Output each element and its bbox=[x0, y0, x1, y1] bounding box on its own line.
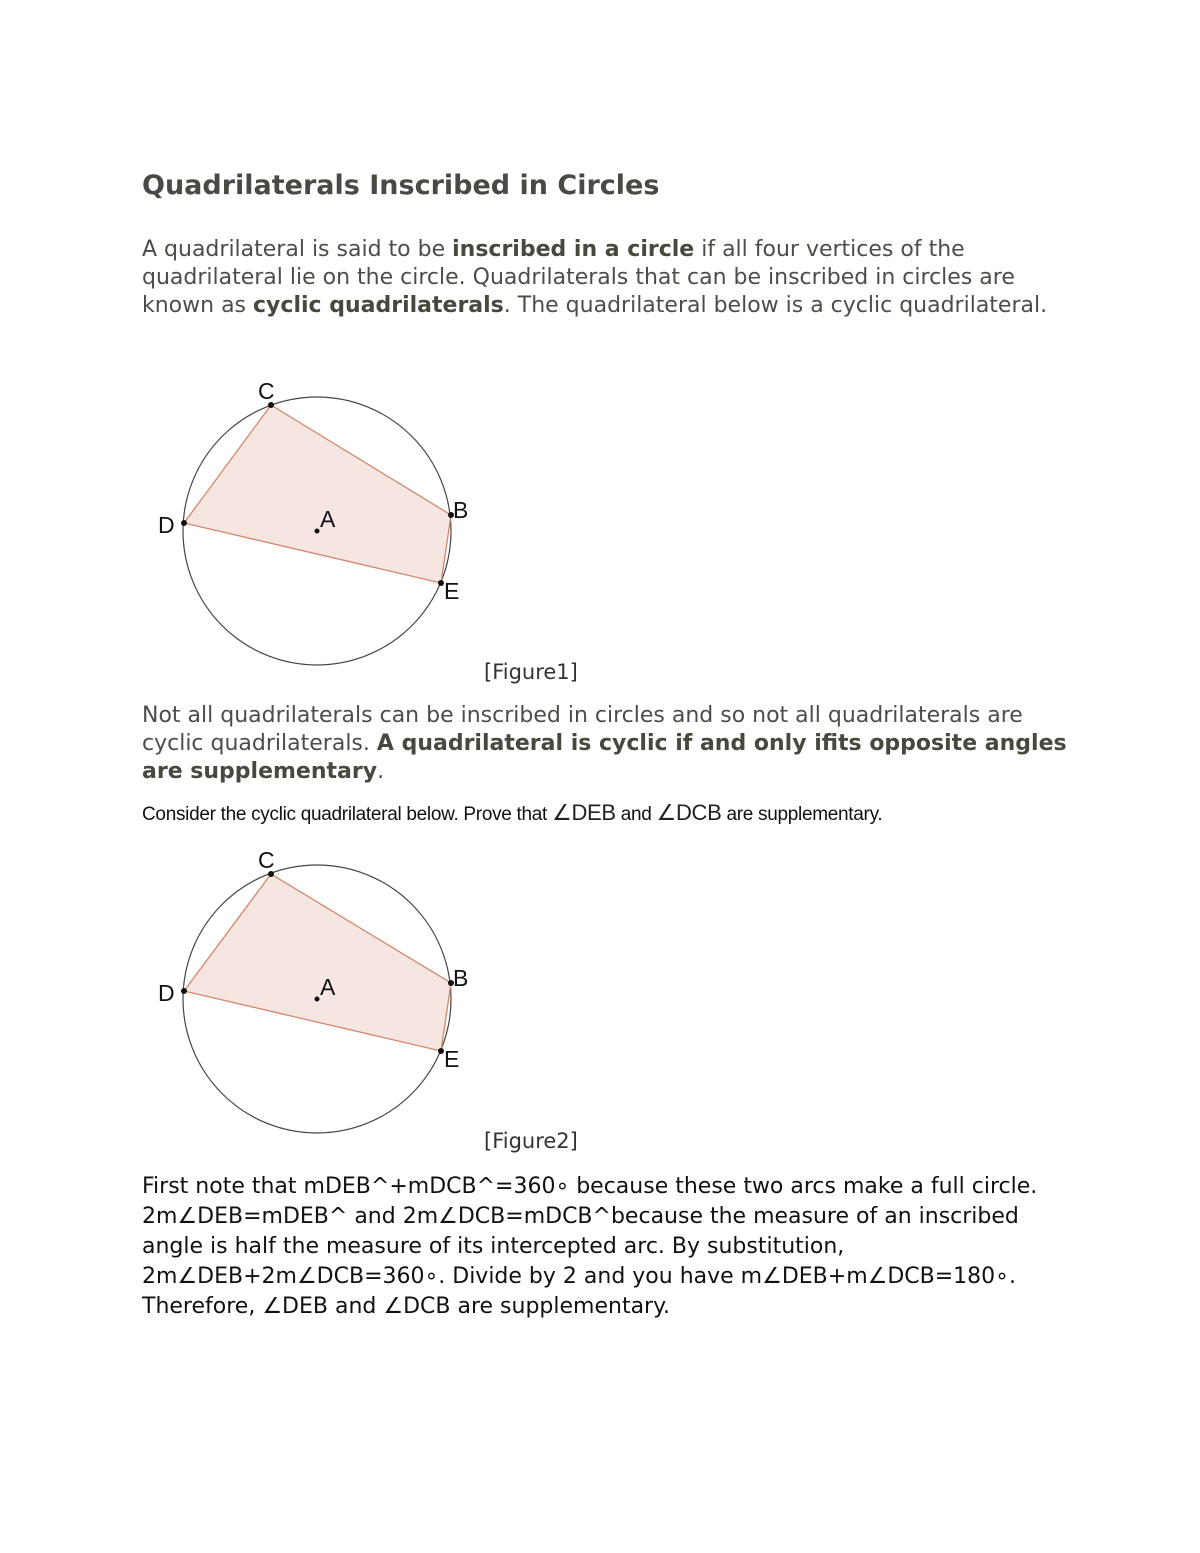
label-d: D bbox=[158, 512, 175, 538]
label-a: A bbox=[320, 506, 336, 532]
label-b: B bbox=[453, 965, 469, 991]
prove-paragraph: Consider the cyclic quadrilateral below. Prove that ∠DEB and ∠DCB are supplementary. bbox=[142, 800, 883, 825]
point-a bbox=[315, 997, 320, 1002]
label-e: E bbox=[444, 578, 460, 604]
label-a: A bbox=[320, 974, 336, 1000]
intro-paragraph: A quadrilateral is said to be inscribed in a circle if all four vertices of the quadrilateral lie on the circle. Quadrilaterals that can be inscribed in circles are known as cyclic quadrilaterals. The quadrilateral below is a cyclic quadrilateral. bbox=[142, 237, 1048, 318]
point-d bbox=[181, 988, 187, 994]
label-d: D bbox=[158, 980, 175, 1006]
quadrilateral bbox=[184, 405, 451, 583]
label-e: E bbox=[444, 1046, 460, 1072]
label-c: C bbox=[258, 378, 275, 404]
figure2-caption: [Figure2] bbox=[484, 1129, 578, 1153]
figure1-caption: [Figure1] bbox=[484, 660, 578, 684]
point-a bbox=[315, 529, 320, 534]
page-title: Quadrilaterals Inscribed in Circles bbox=[142, 170, 660, 201]
label-c: C bbox=[258, 847, 275, 873]
supplementary-paragraph: Not all quadrilaterals can be inscribed in circles and so not all quadrilaterals are cyclic quadrilaterals. A quadrilateral is cyclic if and only ifits opposite angles are supplementary. bbox=[142, 703, 1067, 784]
label-b: B bbox=[453, 497, 469, 523]
quadrilateral bbox=[184, 874, 451, 1051]
proof-paragraph: First note that mDEB^+mDCB^=360∘ because these two arcs make a full circle. 2m∠DEB=mDEB^ and 2m∠DCB=mDCB^because the measure of an inscribed angle is half the measure of its intercepted arc. By substitution, 2m∠DEB+2m∠DCB=360∘. Divide by 2 and you have m∠DEB+m∠DCB=180∘. Therefore, ∠DEB and ∠DCB are supplementary. bbox=[142, 1174, 1038, 1319]
point-d bbox=[181, 520, 187, 526]
figure1-diagram bbox=[140, 370, 480, 670]
figure2-diagram bbox=[140, 838, 480, 1138]
